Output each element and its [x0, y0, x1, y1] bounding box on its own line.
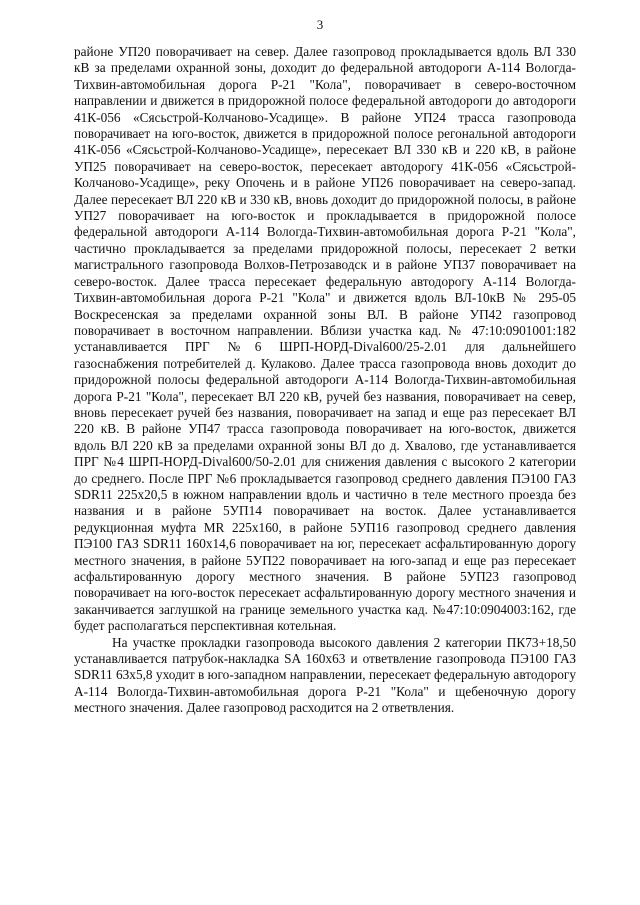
- body-paragraph-2: На участке прокладки газопровода высокого давления 2 категории ПК73+18,50 устанавливается патрубок-накладка SA 160x63 и ответвление газопровода ПЭ100 ГАЗ SDR11 63x5,8 уходит в юго-западном направлении, пересекает федеральную автодорогу А-114 Вологда-Тихвин-автомобильная дорога Р-21 "Кола" и щебеночную дорогу местного значения. Далее газопровод расходится на 2 ответвления.: [74, 634, 576, 716]
- body-paragraph-1: районе УП20 поворачивает на север. Далее газопровод прокладывается вдоль ВЛ 330 кВ за пределами охранной зоны, доходит до федеральной автодороги А-114 Вологда-Тихвин-автомобильная дорога Р-21 "Кола", поворачивает в северо-восточном направлении и движется в придорожной полосе федеральной автодороги до автодороги 41К-056 «Сясьстрой-Колчаново-Усадище». В районе УП24 трасса газопровода поворачивает на юго-восток, движется в придорожной полосе регональной автодороги 41К-056 «Сясьстрой-Колчаново-Усадище», пересекает ВЛ 330 кВ и 220 кВ, в районе УП25 поворачивает на северо-восток, пересекает автодорогу 41К-056 «Сясьстрой-Колчаново-Усадище», реку Опочень и в районе УП26 поворачивает на северо-запад. Далее пересекает ВЛ 220 кВ и 330 кВ, вновь доходит до придорожной полосы, в районе УП27 поворачивает на юго-восток и прокладывается в придорожной полосе федеральной автодороги А-114 Вологда-Тихвин-автомобильная дорога Р-21 "Кола", частично прокладывается за пределами придорожной полосы, пересекает 2 ветки магистрального газопровода Волхов-Петрозаводск и в районе УП37 поворачивает на северо-восток. Далее трасса пересекает федеральную автодорогу А-114 Вологда-Тихвин-автомобильная дорога Р-21 "Кола" и движется вдоль ВЛ-10кВ № 295-05 Воскресенская за пределами охранной зоны ВЛ. В районе УП42 газопровод поворачивает в восточном направлении. Вблизи участка кад. № 47:10:0901001:182 устанавливается ПРГ №6 ШРП-НОРД-Dival600/25-2.01 для дальнейшего газоснабжения потребителей д. Кулаково. Далее трасса газопровода вновь доходит до придорожной полосы федеральной автодороги А-114 Вологда-Тихвин-автомобильная дорога Р-21 "Кола", пересекает ВЛ 220 кВ, ручей без названия, поворачивает на север, вновь пересекает ручей без названия, поворачивает на запад и еще раз пересекает ВЛ 220 кВ. В районе УП47 трасса газопровода поворачивает на юго-восток, движется вдоль ВЛ 220 кВ за пределами охранной зоны ВЛ до д. Хвалово, где устанавливается ПРГ №4 ШРП-НОРД-Dival600/50-2.01 для снижения давления с высокого 2 категории до среднего. После ПРГ №6 прокладывается газопровод среднего давления ПЭ100 ГАЗ SDR11 225x20,5 в южном направлении вдоль и частично в теле местного проезда без названия и в районе 5УП14 поворачивает на восток. Далее устанавливается редукционная муфта MR 225x160, в районе 5УП16 газопровод среднего давления ПЭ100 ГАЗ SDR11 160x14,6 поворачивает на юг, пересекает асфальтированную дорогу местного значения, в районе 5УП22 поворачивает на юго-запад и еще раз пересекает асфальтированную дорогу местного значения. В районе 5УП23 газопровод поворачивает на юго-восток пересекает асфальтированную дорогу местного значения и заканчивается заглушкой на границе земельного участка кад. №47:10:0904003:162, где будет располагаться перспективная котельная.: [74, 44, 576, 634]
- page-number: 3: [316, 17, 324, 32]
- document-body: [74, 44, 576, 717]
